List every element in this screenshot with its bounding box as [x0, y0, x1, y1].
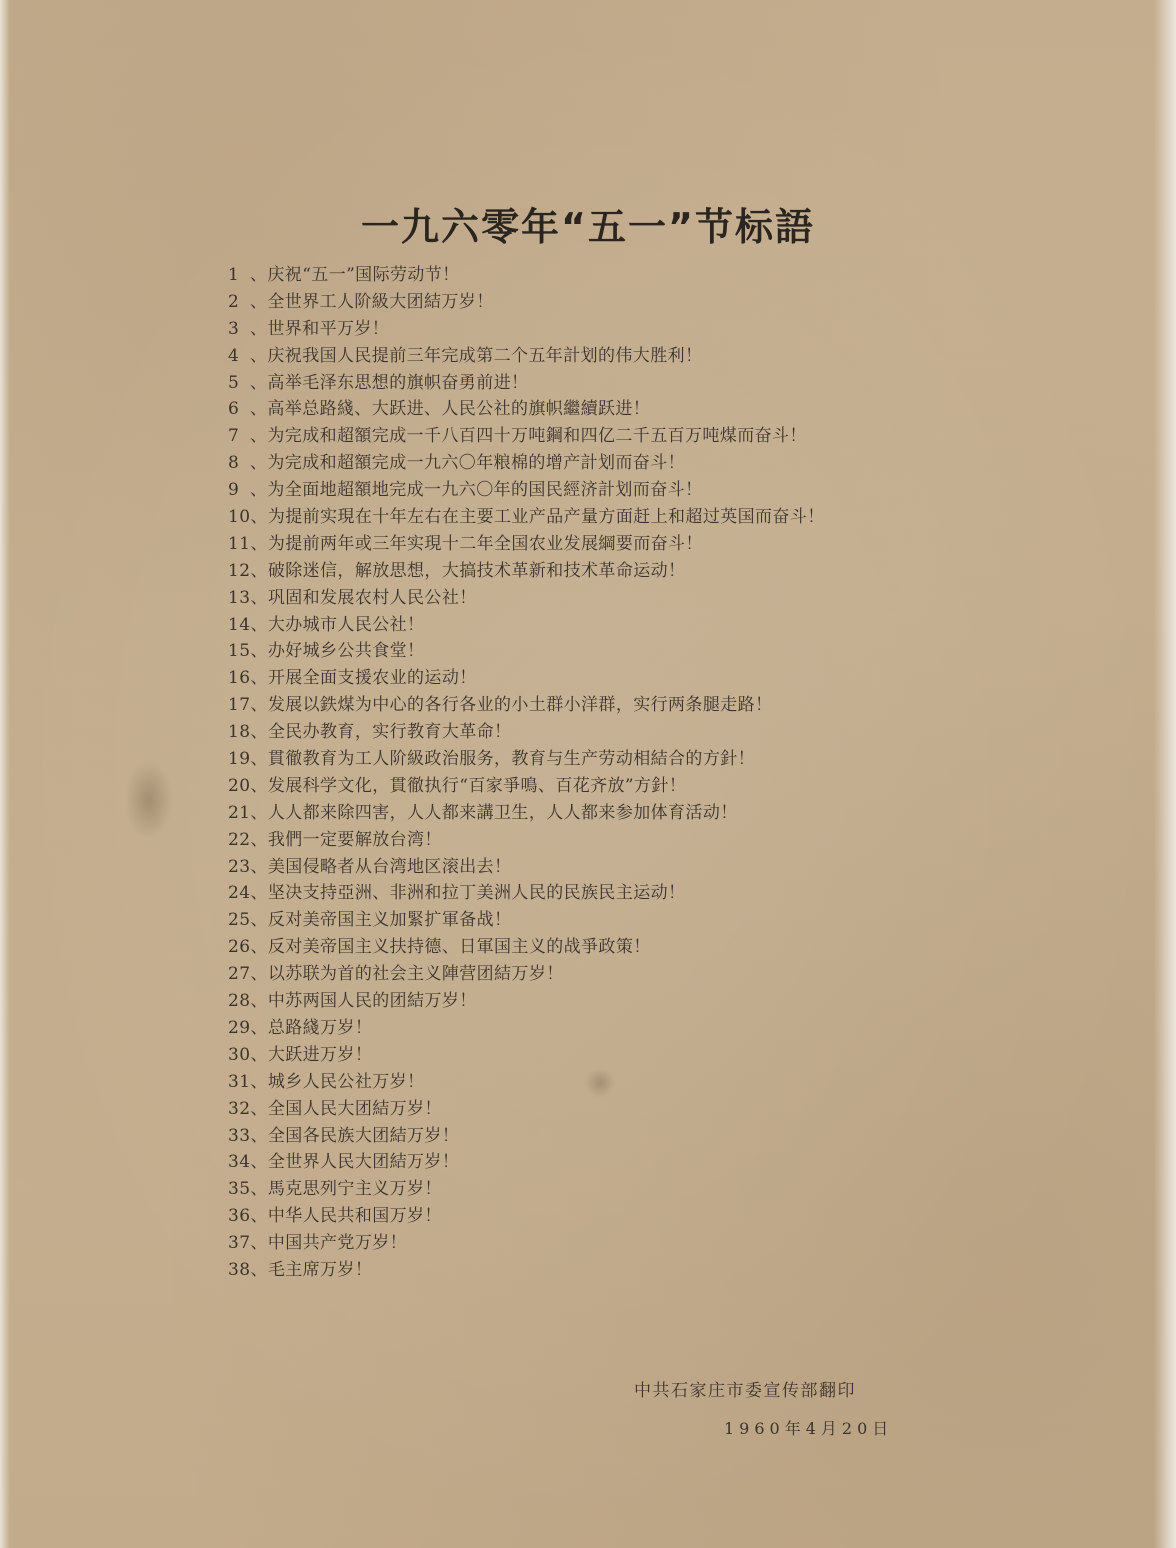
slogan-item	[228, 1096, 825, 1123]
slogan-number: 5	[228, 372, 240, 393]
slogan-number: 31	[228, 1071, 251, 1092]
slogan-number: 1	[228, 265, 240, 285]
slogan-number: 34	[228, 1152, 251, 1173]
slogan-item	[228, 1149, 825, 1176]
slogan-item	[228, 1257, 825, 1284]
slogan-number: 30	[228, 1044, 251, 1065]
slogan-text: 、大办城市人民公社！	[250, 614, 425, 635]
slogan-text: 、以苏联为首的社会主义陣营团結万岁！	[250, 964, 564, 985]
slogan-text: 、全国各民族大团結万岁！	[250, 1125, 460, 1146]
slogan-number: 11	[228, 533, 251, 554]
slogan-item	[228, 316, 825, 343]
slogan-number: 16	[228, 668, 251, 689]
slogan-item	[228, 343, 825, 370]
slogan-text: 、反对美帝国主义加緊扩軍备战！	[250, 910, 512, 931]
slogan-item	[228, 1015, 825, 1042]
slogan-number: 23	[228, 856, 251, 877]
slogan-text: 、貫徹教育为工人阶級政治服务，教育与生产劳动相結合的方針！	[250, 749, 756, 770]
slogan-item	[228, 773, 825, 800]
slogan-text: 、总路綫万岁！	[250, 1017, 373, 1038]
slogan-text: 、高举总路綫、大跃进、人民公社的旗帜繼續跃进！	[250, 399, 651, 420]
slogan-text: 、大跃进万岁！	[250, 1044, 373, 1065]
slogan-number: 24	[228, 883, 251, 904]
slogan-item	[228, 1069, 825, 1096]
slogan-item	[228, 719, 825, 746]
publication-date: 1960年4月20日	[724, 1419, 894, 1438]
slogan-text: 、反对美帝国主义扶持德、日軍国主义的战爭政策！	[250, 937, 651, 958]
slogan-item	[228, 907, 825, 934]
slogan-number: 13	[228, 587, 251, 608]
slogan-text: 、馬克思列宁主义万岁！	[250, 1179, 442, 1200]
slogan-item	[228, 1203, 825, 1230]
slogan-number: 38	[228, 1259, 251, 1280]
slogan-number: 7	[228, 426, 240, 447]
slogan-number: 35	[228, 1179, 251, 1200]
slogan-item	[228, 396, 825, 423]
slogan-number: 22	[228, 829, 251, 850]
slogan-item	[228, 880, 825, 907]
slogan-number: 6	[228, 399, 240, 420]
slogan-number: 12	[228, 560, 251, 581]
slogan-item	[228, 289, 825, 316]
slogan-item	[228, 988, 825, 1015]
slogan-item	[228, 477, 825, 504]
slogan-item	[228, 854, 825, 881]
slogan-text: 、人人都来除四害，人人都来講卫生，人人都来参加体育活动！	[250, 802, 738, 823]
slogan-text: 、全民办教育，实行教育大革命！	[250, 722, 512, 743]
slogan-text: 、庆祝“五一”国际劳动节！	[250, 265, 460, 285]
slogan-item	[228, 262, 825, 289]
slogan-text: 、为提前实現在十年左右在主要工业产品产量方面赶上和超过英国而奋斗！	[250, 507, 825, 528]
slogan-text: 、为完成和超額完成一千八百四十万吨鋼和四亿二千五百万吨煤而奋斗！	[250, 426, 807, 447]
slogan-text: 、全国人民大团結万岁！	[250, 1098, 442, 1119]
slogan-item	[228, 746, 825, 773]
slogan-item	[228, 423, 825, 450]
slogan-item	[228, 800, 825, 827]
slogan-number: 3	[228, 318, 240, 339]
slogan-number: 4	[228, 345, 240, 366]
slogan-text: 、中苏两国人民的团結万岁！	[250, 991, 477, 1012]
slogan-text: 、为全面地超額地完成一九六〇年的国民經济計划而奋斗！	[250, 480, 703, 501]
slogan-item	[228, 692, 825, 719]
slogan-text: 、办好城乡公共食堂！	[250, 641, 425, 662]
slogan-text: 、为完成和超額完成一九六〇年粮棉的增产計划而奋斗！	[250, 453, 685, 474]
slogan-number: 14	[228, 614, 251, 635]
slogan-number: 32	[228, 1098, 251, 1119]
slogan-text: 、中华人民共和国万岁！	[250, 1206, 442, 1227]
document-title: 一九六零年“五一”节标語	[361, 205, 815, 249]
slogan-number: 37	[228, 1233, 251, 1254]
slogan-item	[228, 961, 825, 988]
slogan-number: 8	[228, 453, 240, 474]
slogan-text: 、庆祝我国人民提前三年完成第二个五年計划的伟大胜利！	[250, 345, 703, 366]
slogan-text: 、城乡人民公社万岁！	[250, 1071, 425, 1092]
slogan-item	[228, 934, 825, 961]
slogan-number: 10	[228, 507, 251, 528]
slogan-text: 、发展科学文化，貫徹执行“百家爭鳴、百花齐放”方針！	[250, 775, 687, 796]
slogan-text: 、高举毛泽东思想的旗帜奋勇前进！	[250, 372, 529, 393]
slogan-number: 33	[228, 1125, 251, 1146]
slogan-number: 15	[228, 641, 251, 662]
slogan-number: 17	[228, 695, 251, 716]
slogan-number: 20	[228, 775, 251, 796]
slogan-number: 36	[228, 1206, 251, 1227]
slogan-text: 、毛主席万岁！	[250, 1259, 373, 1280]
slogan-item	[228, 1042, 825, 1069]
slogan-text: 、巩固和发展农村人民公社！	[250, 587, 477, 608]
slogan-text: 、美国侵略者从台湾地区滚出去！	[250, 856, 512, 877]
slogan-text: 、我們一定要解放台湾！	[250, 829, 442, 850]
slogan-item	[228, 504, 825, 531]
slogan-text: 、全世界人民大团結万岁！	[250, 1152, 460, 1173]
slogan-item	[228, 665, 825, 692]
publisher-line: 中共石家庄市委宣传部翻印	[634, 1381, 856, 1401]
slogan-item	[228, 450, 825, 477]
slogan-text: 、破除迷信，解放思想，大搞技术革新和技术革命运动！	[250, 560, 686, 581]
slogan-item	[228, 1123, 825, 1150]
slogan-text: 、为提前两年或三年实現十二年全国农业发展綱要而奋斗！	[250, 533, 703, 554]
slogan-text: 、开展全面支援农业的运动！	[250, 668, 477, 689]
slogan-text: 、中国共产党万岁！	[250, 1233, 408, 1254]
slogan-text: 、发展以鉄煤为中心的各行各业的小土群小洋群，实行两条腿走路！	[250, 695, 773, 716]
slogan-number: 9	[228, 480, 240, 501]
slogan-item	[228, 531, 825, 558]
slogan-item	[228, 638, 825, 665]
slogan-number: 2	[228, 291, 240, 312]
slogan-number: 26	[228, 937, 251, 958]
slogan-number: 21	[228, 802, 251, 823]
slogan-number: 18	[228, 722, 251, 743]
slogan-text: 、全世界工人阶級大团結万岁！	[250, 291, 494, 312]
slogan-number: 29	[228, 1017, 251, 1038]
slogan-number: 19	[228, 749, 251, 770]
slogan-text: 、世界和平万岁！	[250, 318, 390, 339]
slogan-item	[228, 1176, 825, 1203]
slogan-text: 、坚决支持亞洲、非洲和拉丁美洲人民的民族民主运动！	[250, 883, 686, 904]
slogan-number: 27	[228, 964, 251, 985]
slogan-number: 28	[228, 991, 251, 1012]
slogan-item	[228, 1230, 825, 1257]
slogan-item	[228, 612, 825, 639]
slogan-item	[228, 558, 825, 585]
slogan-number: 25	[228, 910, 251, 931]
slogan-item	[228, 370, 825, 397]
slogan-item	[228, 827, 825, 854]
paper-stain	[125, 760, 173, 840]
slogan-item	[228, 585, 825, 612]
slogan-list	[228, 262, 825, 1284]
